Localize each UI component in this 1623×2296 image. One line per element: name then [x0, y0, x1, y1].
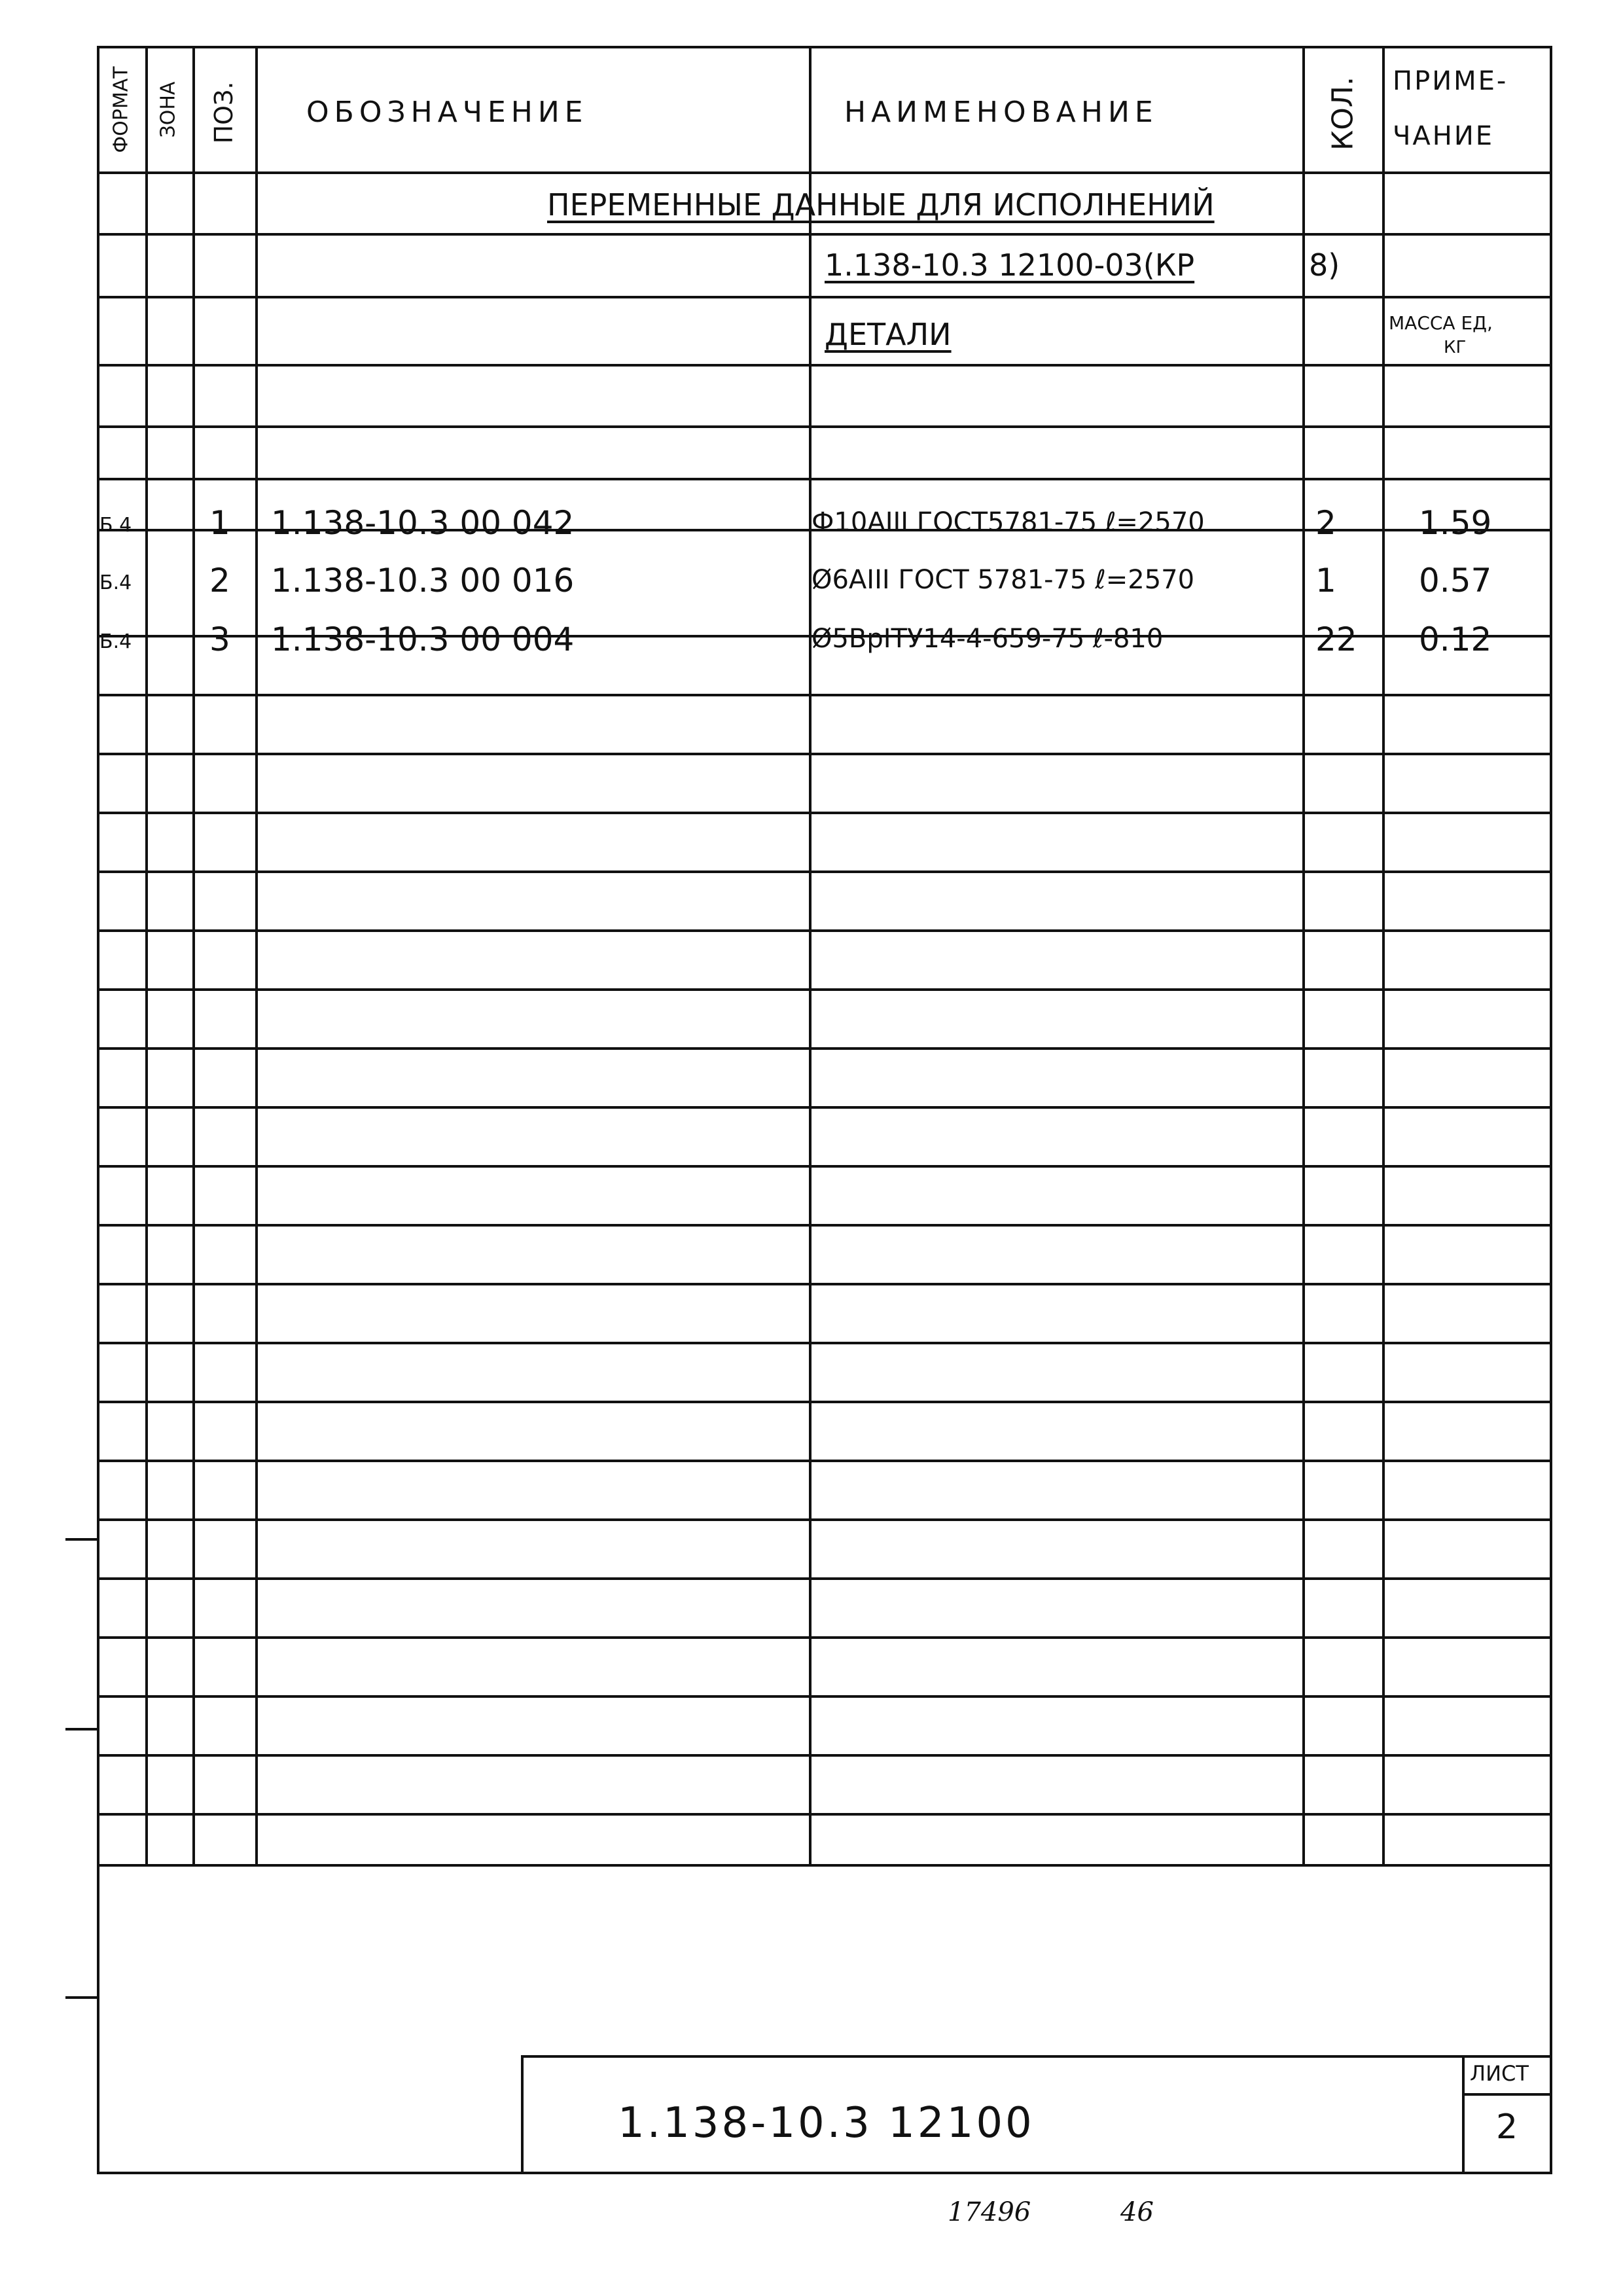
- row-line: [97, 1047, 1552, 1050]
- col-line-name: [809, 46, 812, 1865]
- col-line-note: [1382, 46, 1385, 1865]
- row-line: [97, 364, 1552, 367]
- col-line-pos: [192, 46, 195, 1865]
- row-format: Б.4: [99, 571, 132, 594]
- row-line: [97, 1283, 1552, 1285]
- sheet-box-divider: [1462, 2093, 1551, 2096]
- header-format: ФОРМАТ: [109, 66, 133, 153]
- sheet-label: ЛИСТ: [1470, 2061, 1529, 2086]
- row-line: [97, 1342, 1552, 1344]
- row-pos: 3: [209, 620, 230, 658]
- sheet-number: 2: [1496, 2108, 1518, 2147]
- header-qty: КОЛ.: [1326, 77, 1360, 151]
- row-pos: 2: [209, 562, 230, 600]
- row-line: [97, 1401, 1552, 1403]
- row-line: [97, 1754, 1552, 1757]
- row-qty: 1: [1315, 562, 1336, 600]
- margin-tick: [65, 1996, 98, 1999]
- row-qty: 22: [1315, 620, 1357, 658]
- row-line: [97, 1518, 1552, 1521]
- row-format: Б.4: [99, 514, 132, 537]
- mass-label-1: МАССА ЕД,: [1389, 312, 1493, 334]
- row-line: [97, 988, 1552, 991]
- row-line: [97, 1577, 1552, 1580]
- row-line: [97, 425, 1552, 428]
- row-name: Ф10АIII ГОСТ5781-75 ℓ=2570: [812, 507, 1205, 537]
- document-number: 1.138-10.3 12100: [618, 2099, 1035, 2147]
- row-line: [97, 1695, 1552, 1698]
- row-designation: 1.138-10.3 00 042: [271, 504, 575, 542]
- row-line: [97, 1224, 1552, 1227]
- row-line: [97, 694, 1552, 696]
- row-line: [97, 929, 1552, 932]
- row-line: [97, 753, 1552, 755]
- row-line: [97, 296, 1552, 298]
- header-note-line1: ПРИМЕ-: [1393, 66, 1508, 96]
- inventory-number: 17496: [948, 2197, 1031, 2227]
- sheet-box-left: [1462, 2055, 1465, 2173]
- header-name: НАИМЕНОВАНИЕ: [844, 96, 1158, 129]
- frame-top-border: [97, 46, 1552, 48]
- row-mass: 0.57: [1419, 562, 1492, 600]
- row-line: [97, 1106, 1552, 1109]
- col-line-zone: [145, 46, 148, 1865]
- title-block-left: [521, 2055, 524, 2173]
- section-title: ПЕРЕМЕННЫЕ ДАННЫЕ ДЛЯ ИСПОЛНЕНИЙ: [547, 187, 1215, 223]
- col-line-qty: [1302, 46, 1305, 1865]
- row-line: [97, 870, 1552, 873]
- table-bottom: [97, 1864, 1552, 1867]
- row-name: Ø6АIII ГОСТ 5781-75 ℓ=2570: [812, 565, 1195, 595]
- header-pos: ПОЗ.: [209, 81, 238, 144]
- row-line: [97, 233, 1552, 236]
- margin-tick: [65, 1728, 98, 1731]
- row-line: [97, 1460, 1552, 1462]
- row-mass: 0.12: [1419, 620, 1492, 658]
- row-format: Б.4: [99, 630, 132, 653]
- row-qty: 2: [1315, 504, 1336, 542]
- variant-qty: 8): [1309, 247, 1340, 283]
- row-line: [97, 1813, 1552, 1816]
- row-pos: 1: [209, 504, 230, 542]
- header-zone: ЗОНА: [156, 81, 180, 138]
- header-separator: [97, 171, 1552, 174]
- row-name: Ø5ВрIТУ14-4-659-75 ℓ-810: [812, 624, 1164, 654]
- title-block-top: [521, 2055, 1551, 2058]
- row-line: [97, 812, 1552, 814]
- row-designation: 1.138-10.3 00 016: [271, 562, 575, 600]
- mass-label-2: КГ: [1444, 338, 1467, 357]
- col-line-designation: [255, 46, 258, 1865]
- row-line: [97, 1636, 1552, 1639]
- row-designation: 1.138-10.3 00 004: [271, 620, 575, 658]
- header-designation: ОБОЗНАЧЕНИЕ: [306, 96, 588, 129]
- variant-designation: 1.138-10.3 12100-03(КР: [825, 247, 1195, 283]
- row-line: [97, 1165, 1552, 1168]
- header-note-line2: ЧАНИЕ: [1393, 121, 1495, 151]
- row-line: [97, 478, 1552, 480]
- parts-label: ДЕТАЛИ: [825, 317, 952, 352]
- page-number: 46: [1120, 2197, 1154, 2227]
- row-mass: 1.59: [1419, 504, 1492, 542]
- margin-tick: [65, 1538, 98, 1541]
- frame-bottom-border: [97, 2172, 1552, 2174]
